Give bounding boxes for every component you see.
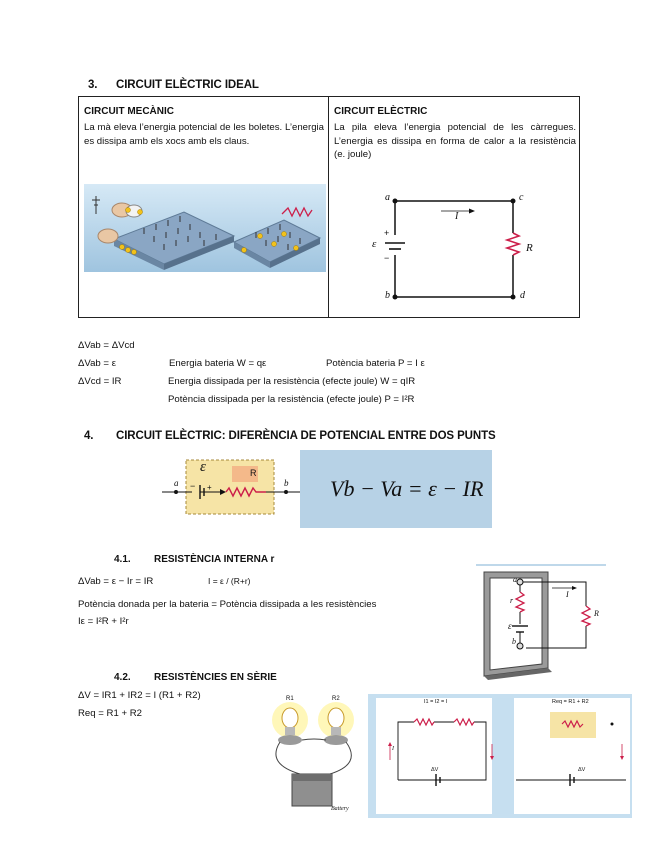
formula-box — [300, 450, 492, 528]
equation-1: ΔVab = ΔVcd — [78, 340, 135, 351]
series-dv-label: ΔV — [431, 767, 439, 773]
table-divider — [328, 97, 329, 317]
node-label-b: b — [385, 290, 390, 301]
fig41-label-r: r — [510, 596, 514, 605]
light-bulbs-figure — [260, 694, 368, 818]
battery-label: Battery — [331, 806, 349, 812]
equivalent-dv-label: ΔV — [578, 767, 586, 773]
current-label: I — [455, 211, 459, 222]
equation-4-middle: Potència dissipada per la resistència (efecte joule) P = I²R — [168, 394, 415, 405]
section-4-number: 4. — [84, 430, 94, 442]
section-4-2-title: RESISTÈNCIES EN SÈRIE — [154, 672, 277, 683]
fig41-label-big-r: R — [594, 609, 599, 618]
electric-circuit-text: La pila eleva l’energia potencial de les càrregues. L’energia es dissipa en forma de calor a la resistència (e. joule) — [334, 122, 576, 160]
section-4-2-equation-1: ΔV = IR1 + IR2 = I (R1 + R2) — [78, 690, 201, 701]
fig41-label-b: b — [512, 637, 516, 646]
equation-3-left: ΔVcd = IR — [78, 376, 122, 387]
fig4-label-r: R — [250, 468, 257, 478]
electric-circuit-diagram — [369, 193, 539, 305]
equation-2-middle: Energia bateria W = qε — [169, 358, 267, 369]
section-4-1-number: 4.1. — [114, 554, 131, 565]
fig4-label-emf: ε — [200, 459, 206, 475]
plus-sign: + — [384, 228, 390, 238]
fig41-label-current: I — [566, 590, 569, 599]
section-4-title: CIRCUIT ELÈCTRIC: DIFERÈNCIA DE POTENCIAL ENTRE DOS PUNTS — [116, 430, 496, 442]
fig4-label-b: b — [284, 478, 289, 488]
minus-sign: − — [384, 253, 390, 263]
section-4-1-equation-1: ΔVab = ε − Ir = IR — [78, 576, 154, 587]
mechanical-circuit-text: La mà eleva l’energia potencial de les boletes. L’energia es dissipa amb els xocs amb els claus. — [84, 122, 324, 147]
node-label-c: c — [519, 192, 524, 203]
bulb-label-r2: R2 — [332, 696, 340, 702]
fig4-label-minus: − — [190, 481, 196, 491]
section-4-1-equation-2: Iε = I²R + I²r — [78, 616, 129, 627]
mechanical-circuit-title: CIRCUIT MECÀNIC — [84, 106, 174, 117]
equation-2-right: Potència bateria P = I ε — [326, 358, 425, 369]
series-circuit-figure — [368, 694, 500, 818]
section-4-1-power-text: Potència donada per la bateria = Potència dissipada a les resistències — [78, 599, 377, 610]
equation-3-middle: Energia dissipada per la resistència (efecte joule) W = qIR — [168, 376, 416, 387]
section-4-2-equation-2: Req = R1 + R2 — [78, 708, 142, 719]
mechanical-circuit-illustration — [84, 184, 326, 272]
equivalent-resistance-label: Req = R1 + R2 — [552, 699, 589, 705]
comparison-table — [78, 96, 580, 318]
fig41-label-emf: ε — [508, 621, 512, 631]
node-label-a: a — [385, 192, 390, 203]
bulb-label-r1: R1 — [286, 696, 294, 702]
emf-label: ε — [372, 238, 377, 250]
equation-2-left: ΔVab = ε — [78, 358, 116, 369]
fig4-label-plus: + — [207, 483, 212, 492]
section-4-2-number: 4.2. — [114, 672, 131, 683]
section-3-number: 3. — [88, 79, 98, 91]
section-3-title: CIRCUIT ELÈCTRIC IDEAL — [116, 79, 259, 91]
fig41-label-a: a — [513, 575, 517, 584]
node-label-d: d — [520, 290, 525, 301]
section-4-circuit-figure — [162, 452, 300, 522]
internal-resistance-figure — [476, 564, 606, 684]
equivalent-circuit-figure — [500, 694, 632, 818]
series-current-label: I — [392, 746, 394, 752]
resistor-label: R — [526, 242, 533, 254]
section-4-1-current: I = ε / (R+r) — [208, 576, 251, 586]
section-4-1-title: RESISTÈNCIA INTERNA r — [154, 554, 275, 565]
fig4-label-a: a — [174, 478, 179, 488]
series-current-equality: I1 = I2 = I — [424, 699, 448, 705]
potential-difference-formula: Vb − Va = ε − IR — [330, 476, 484, 501]
electric-circuit-title: CIRCUIT ELÈCTRIC — [334, 106, 428, 117]
